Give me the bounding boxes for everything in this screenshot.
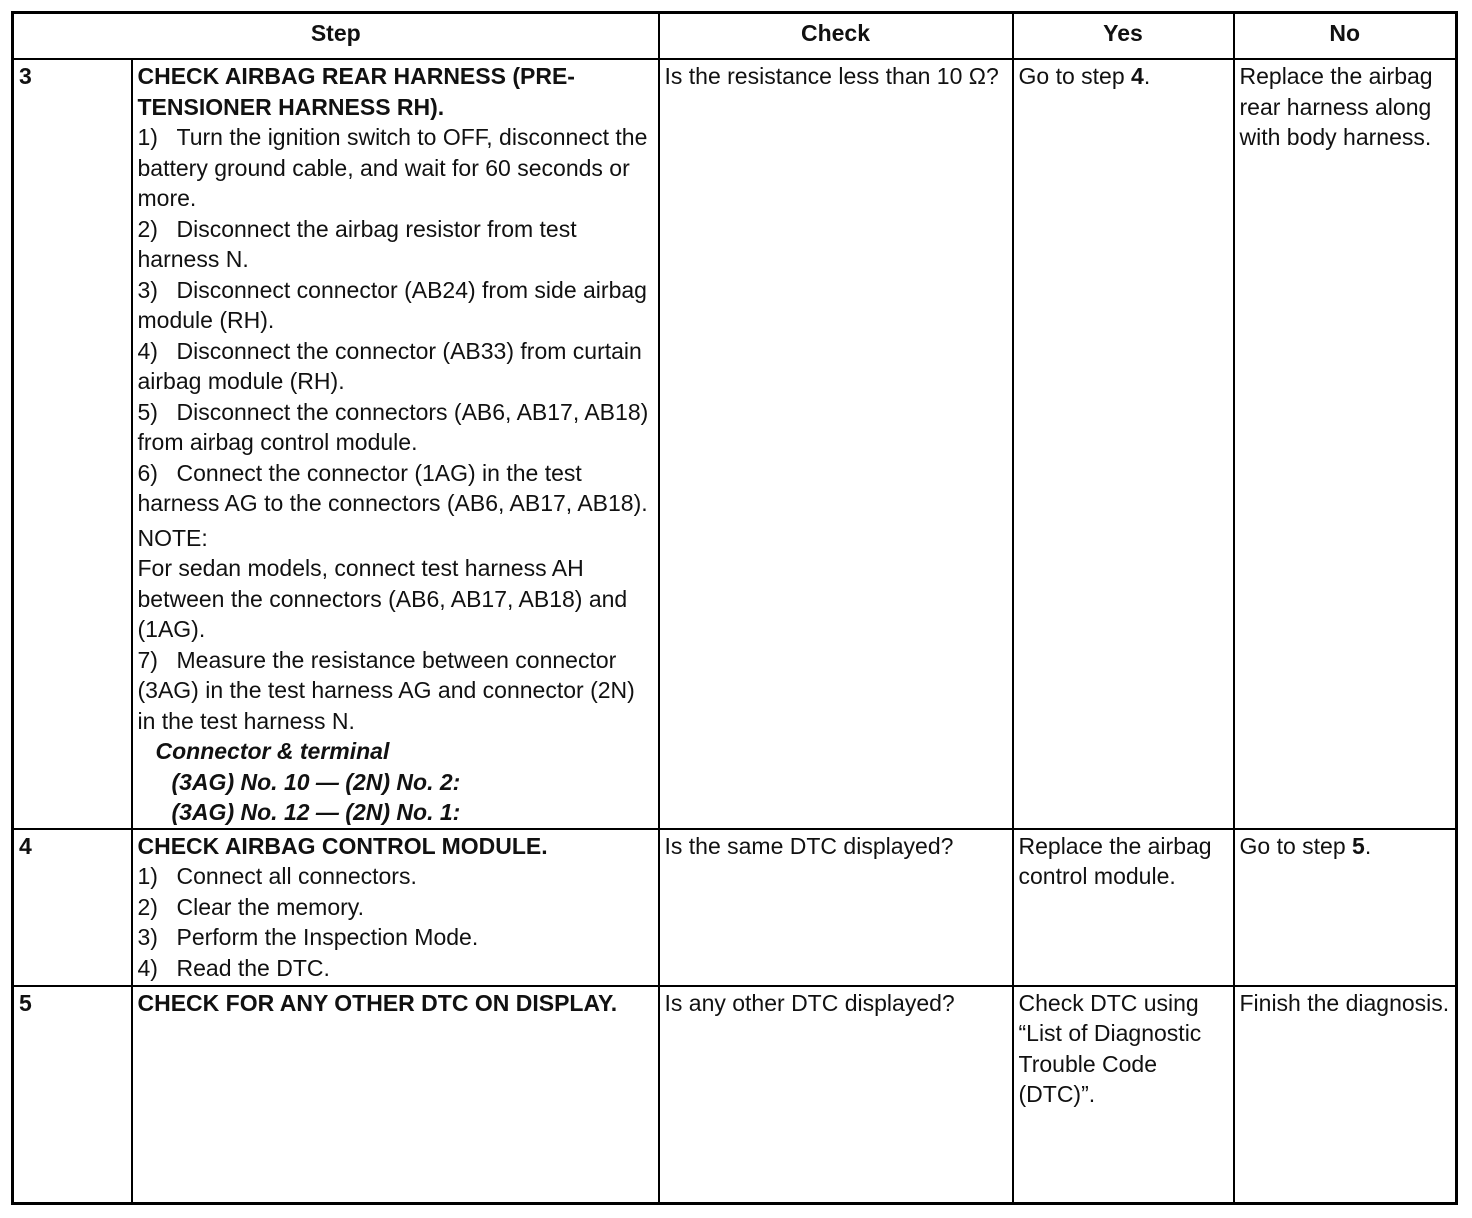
check-cell: Is any other DTC displayed?	[659, 986, 1013, 1204]
check-cell: Is the resistance less than 10 Ω?	[659, 59, 1013, 829]
header-row	[13, 13, 1457, 60]
step-number: 3	[13, 59, 132, 829]
substep: 2) Clear the memory.	[137, 893, 364, 920]
connector-terminal-line: (3AG) No. 10 — (2N) No. 2:	[171, 768, 461, 795]
step-title: CHECK AIRBAG CONTROL MODULE.	[137, 832, 548, 859]
table-row	[13, 829, 1457, 986]
table-row	[13, 59, 1457, 829]
substep: 5) Disconnect the connectors (AB6, AB17, AB18) from airbag control module.	[137, 398, 649, 455]
step-cell	[132, 829, 659, 986]
table-row	[13, 986, 1457, 1204]
step-title: CHECK FOR ANY OTHER DTC ON DISPLAY.	[137, 989, 618, 1016]
step-number: 5	[13, 986, 132, 1204]
step-number: 4	[13, 829, 132, 986]
check-cell: Is the same DTC displayed?	[659, 829, 1013, 986]
substep: 7) Measure the resistance between connector (3AG) in the test harness AG and connector (2N) in the test harness N.	[137, 646, 635, 734]
step-cell	[132, 59, 659, 829]
substep: 4) Disconnect the connector (AB33) from curtain airbag module (RH).	[137, 337, 642, 394]
step-title: CHECK AIRBAG REAR HARNESS (PRE-TENSIONER HARNESS RH).	[137, 63, 575, 120]
substep: 1) Connect all connectors.	[137, 863, 417, 889]
substep: 4) Read the DTC.	[137, 954, 330, 981]
substep: 1) Turn the ignition switch to OFF, disconnect the battery ground cable, and wait for 60 seconds or more.	[137, 124, 648, 211]
note-text: For sedan models, connect test harness AH between the connectors (AB6, AB17, AB18) and (1AG).	[137, 555, 628, 642]
step-cell	[132, 986, 659, 1204]
diagnostic-table	[11, 11, 1458, 1205]
yes-cell: Go to step 4.	[1013, 59, 1234, 829]
step-reference: 4	[1131, 63, 1144, 89]
header-check: Check	[659, 13, 1013, 60]
substep: 2) Disconnect the airbag resistor from test harness N.	[137, 215, 577, 272]
substep: 3) Perform the Inspection Mode.	[137, 924, 479, 950]
no-cell: Replace the airbag rear harness along with body harness.	[1234, 59, 1457, 829]
no-cell: Go to step 5.	[1234, 829, 1457, 986]
substep: 6) Connect the connector (1AG) in the test harness AG to the connectors (AB6, AB17, AB18).	[137, 459, 648, 516]
header-yes: Yes	[1013, 13, 1234, 60]
yes-cell: Check DTC using “List of Diagnostic Trouble Code (DTC)”.	[1013, 986, 1234, 1204]
connector-terminal-line: (3AG) No. 12 — (2N) No. 1:	[171, 799, 461, 825]
connector-terminal-heading: Connector & terminal	[155, 738, 390, 764]
no-cell: Finish the diagnosis.	[1234, 986, 1457, 1204]
yes-cell: Replace the airbag control module.	[1013, 829, 1234, 986]
substep: 3) Disconnect connector (AB24) from side airbag module (RH).	[137, 276, 647, 333]
step-reference: 5	[1352, 832, 1365, 859]
header-no: No	[1234, 13, 1457, 60]
note-label: NOTE:	[137, 524, 208, 551]
header-step: Step	[13, 13, 659, 60]
